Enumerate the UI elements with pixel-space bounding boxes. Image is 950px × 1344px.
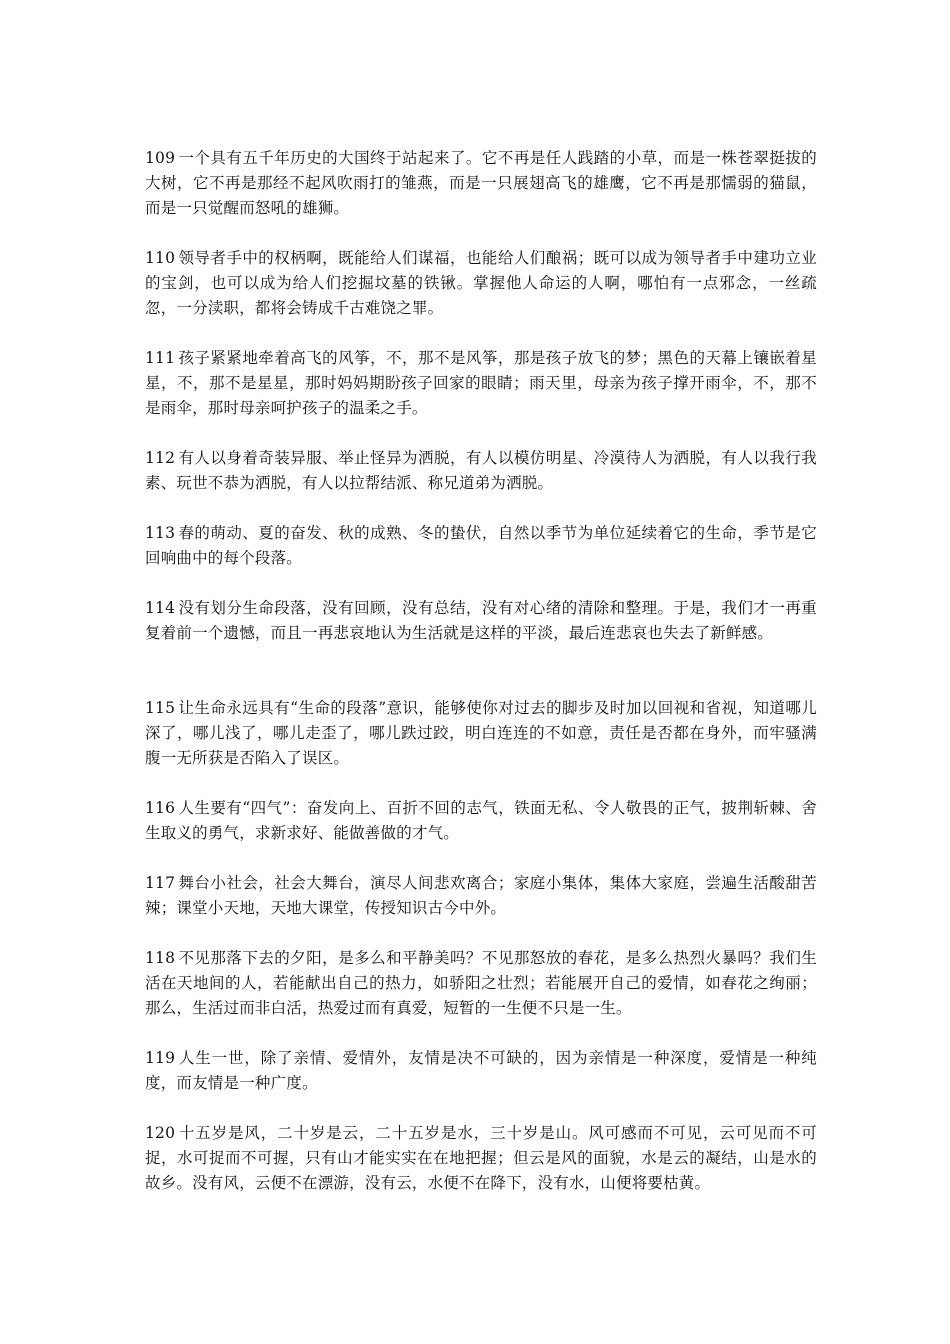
paragraph-text: 人生要有“四气”：奋发向上、百折不回的志气，铁面无私、令人敬畏的正气，披荆斩棘、舍生取义的勇气，求新求好、能做善做的才气。 [145,799,817,842]
paragraph-number: 114 [145,599,176,617]
paragraph-text: 舞台小社会，社会大舞台，演尽人间悲欢离合；家庭小集体，集体大家庭，尝遍生活酸甜苦辣；课堂小天地，天地大课堂，传授知识古今中外。 [145,874,817,917]
paragraph-number: 116 [145,799,176,817]
paragraph-number: 113 [145,524,176,542]
paragraph-spacer [145,846,817,871]
paragraph-text: 不见那落下去的夕阳，是多么和平静美吗？不见那怒放的春花，是多么热烈火暴吗？我们生活在天地间的人，若能献出自己的热力，如骄阳之壮烈；若能展开自己的爱情，如春花之绚丽；那么，生活过而非白活，热爱过而有真爱，短暂的一生便不只是一生。 [145,949,817,1017]
paragraph-text: 孩子紧紧地牵着高飞的风筝，不，那不是风筝，那是孩子放飞的梦；黑色的天幕上镶嵌着星星，不，那不是星星，那时妈妈期盼孩子回家的眼睛；雨天里，母亲为孩子撑开雨伞，不，那不是雨伞，那时母亲呵护孩子的温柔之手。 [145,349,817,417]
paragraph-text: 春的萌动、夏的奋发、秋的成熟、冬的蛰伏，自然以季节为单位延续着它的生命，季节是它回响曲中的每个段落。 [145,524,817,567]
paragraph-110 [145,246,817,321]
paragraph-text: 没有划分生命段落，没有回顾，没有总结，没有对心绪的清除和整理。于是，我们才一再重复着前一个遗憾，而且一再悲哀地认为生活就是这样的平淡，最后连悲哀也失去了新鲜感。 [145,599,817,642]
paragraph-120 [145,1121,817,1196]
paragraph-114 [145,596,817,646]
document-body [145,146,817,1196]
paragraph-118 [145,946,817,1021]
paragraph-text: 让生命永远具有“生命的段落”意识，能够使你对过去的脚步及时加以回视和省视，知道哪儿深了，哪儿浅了，哪儿走歪了，哪儿跌过跤，明白连连的不如意，责任是否都在身外，而牢骚满腹一无所获是否陷入了误区。 [145,699,817,767]
paragraph-number: 110 [145,249,176,267]
paragraph-number: 119 [145,1049,176,1067]
paragraph-spacer [145,1096,817,1121]
paragraph-number: 115 [145,699,176,717]
paragraph-113 [145,521,817,571]
paragraph-112 [145,446,817,496]
paragraph-109 [145,146,817,221]
paragraph-spacer [145,1021,817,1046]
paragraph-116 [145,796,817,846]
paragraph-spacer [145,321,817,346]
paragraph-spacer [145,496,817,521]
paragraph-number: 112 [145,449,176,467]
paragraph-number: 118 [145,949,176,967]
paragraph-text: 人生一世，除了亲情、爱情外，友情是决不可缺的，因为亲情是一种深度，爱情是一种纯度，而友情是一种广度。 [145,1049,817,1092]
paragraph-111 [145,346,817,421]
paragraph-117 [145,871,817,921]
paragraph-spacer [145,571,817,596]
paragraph-number: 120 [145,1124,176,1142]
paragraph-spacer [145,771,817,796]
paragraph-number: 111 [145,349,176,367]
paragraph-spacer [145,921,817,946]
paragraph-119 [145,1046,817,1096]
paragraph-text: 十五岁是风，二十岁是云，二十五岁是水，三十岁是山。风可感而不可见，云可见而不可捉，水可捉而不可握，只有山才能实实在在地把握；但云是风的面貌，水是云的凝结，山是水的故乡。没有风，云便不在漂游，没有云，水便不在降下，没有水，山便将要枯黄。 [145,1124,817,1192]
paragraph-spacer [145,646,817,696]
paragraph-spacer [145,221,817,246]
paragraph-number: 117 [145,874,176,892]
paragraph-number: 109 [145,149,176,167]
paragraph-spacer [145,421,817,446]
paragraph-115 [145,696,817,771]
paragraph-text: 有人以身着奇装异服、举止怪异为洒脱，有人以模仿明星、冷漠待人为洒脱，有人以我行我素、玩世不恭为洒脱，有人以拉帮结派、称兄道弟为洒脱。 [145,449,817,492]
paragraph-text: 一个具有五千年历史的大国终于站起来了。它不再是任人践踏的小草，而是一株苍翠挺拔的大树，它不再是那经不起风吹雨打的雏燕，而是一只展翅高飞的雄鹰，它不再是那懦弱的猫鼠，而是一只觉醒而怒吼的雄狮。 [145,149,817,217]
paragraph-text: 领导者手中的权柄啊，既能给人们谋福，也能给人们酿祸；既可以成为领导者手中建功立业的宝剑，也可以成为给人们挖掘坟墓的铁锹。掌握他人命运的人啊，哪怕有一点邪念，一丝疏忽，一分渎职，都将会铸成千古难饶之罪。 [145,249,817,317]
